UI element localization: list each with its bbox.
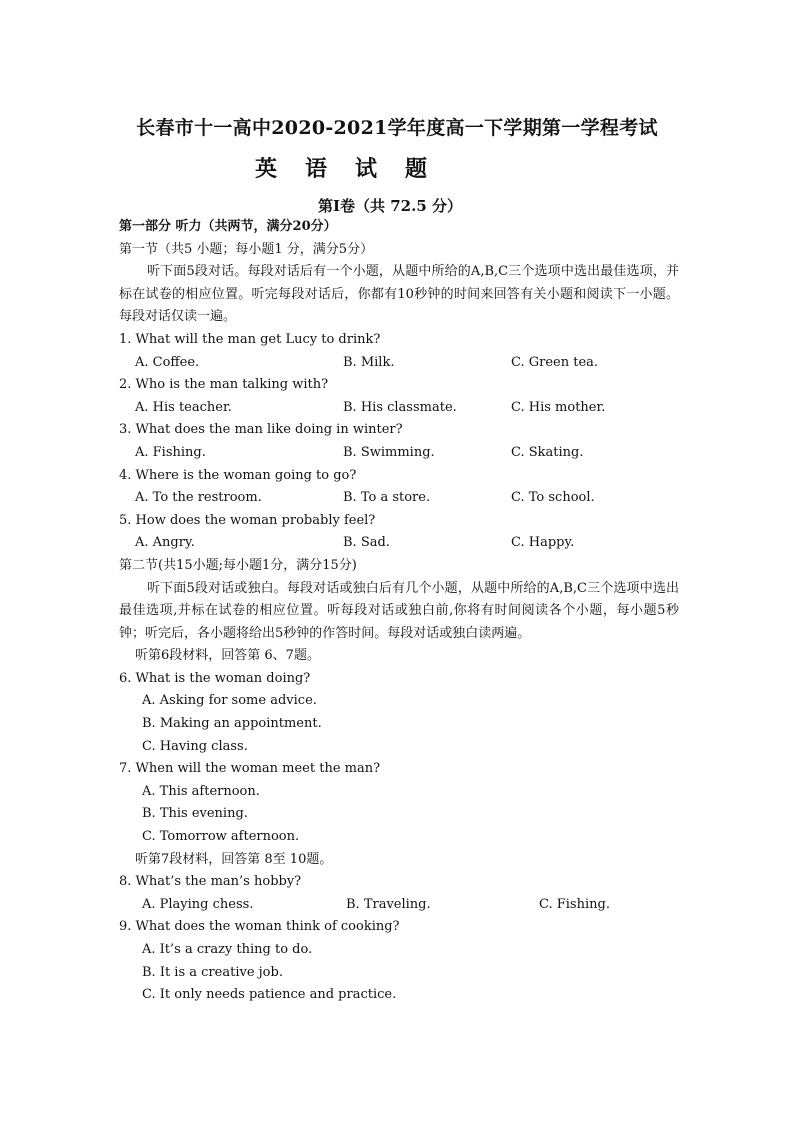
question-4-option-a[interactable]: A. To the restroom. — [135, 490, 262, 506]
question-7-option-b[interactable]: B. This evening. — [142, 806, 248, 822]
question-3-option-b[interactable]: B. Swimming. — [343, 444, 435, 460]
question-4-stem: 4. Where is the woman going to go? — [119, 467, 357, 483]
question-4-option-b[interactable]: B. To a store. — [343, 490, 431, 506]
question-1-option-a[interactable]: A. Coffee. — [135, 354, 200, 370]
question-7-option-c[interactable]: C. Tomorrow afternoon. — [142, 829, 300, 845]
question-6-option-a[interactable]: A. Asking for some advice. — [142, 693, 317, 709]
question-4-options — [119, 487, 679, 510]
question-3-stem: 3. What does the man like doing in winter? — [119, 422, 403, 438]
question-2-stem: 2. Who is the man talking with? — [119, 377, 329, 393]
question-2-option-b[interactable]: B. His classmate. — [343, 399, 457, 415]
question-8-stem: 8. What’s the man’s hobby? — [119, 874, 302, 890]
question-9-stem: 9. What does the woman think of cooking? — [119, 919, 400, 935]
question-6-stem: 6. What is the woman doing? — [119, 670, 311, 686]
question-2-option-a[interactable]: A. His teacher. — [135, 399, 232, 415]
section2-instructions: 听下面5段对话或独白。每段对话或独白后有几个小题，从题中所给的A,B,C三个选项中选出最佳选项,并标在试卷的相应位置。听每段对话或独白前,你将有时间阅读各个小题，每小题5秒钟；听完后，各小题将给出5秒钟的作答时间。每段对话或独白读两遍。 — [119, 580, 679, 641]
question-7-stem: 7. When will the woman meet the man? — [119, 761, 381, 777]
question-5-option-b[interactable]: B. Sad. — [343, 535, 390, 551]
question-6-option-c[interactable]: C. Having class. — [142, 738, 248, 754]
question-3-options — [119, 442, 679, 465]
question-2-options — [119, 397, 679, 420]
question-8-option-b[interactable]: B. Traveling. — [346, 896, 431, 912]
question-1-option-b[interactable]: B. Milk. — [343, 354, 395, 370]
question-5-option-c[interactable]: C. Happy. — [511, 535, 575, 551]
question-6-option-b[interactable]: B. Making an appointment. — [142, 716, 322, 732]
question-7-option-a[interactable]: A. This afternoon. — [142, 783, 260, 799]
exam-content — [119, 216, 679, 1007]
volume-heading: 第I卷（共 72.5 分） — [318, 197, 462, 215]
question-5-option-a[interactable]: A. Angry. — [135, 535, 195, 551]
question-1-option-c[interactable]: C. Green tea. — [511, 354, 599, 370]
material-6-heading: 听第6段材料，回答第 6、7题。 — [135, 648, 320, 664]
question-5-options — [119, 532, 679, 555]
question-8-option-a[interactable]: A. Playing chess. — [142, 896, 254, 912]
subject-title: 英语试题 — [254, 156, 455, 182]
question-9-option-b[interactable]: B. It is a creative job. — [142, 964, 283, 980]
question-1-stem: 1. What will the man get Lucy to drink? — [119, 331, 381, 347]
question-5-stem: 5. How does the woman probably feel? — [119, 512, 376, 528]
section2-heading: 第二节(共15小题;每小题1分，满分15分) — [119, 557, 357, 573]
question-9-option-c[interactable]: C. It only needs patience and practice. — [142, 987, 397, 1003]
question-3-option-a[interactable]: A. Fishing. — [135, 444, 206, 460]
part1-heading: 第一部分 听力（共两节，满分20分） — [119, 219, 337, 234]
question-1-options — [119, 352, 679, 375]
material-7-heading: 听第7段材料，回答第 8至 10题。 — [135, 851, 333, 867]
question-8-options — [119, 894, 679, 917]
section1-instructions: 听下面5段对话。每段对话后有一个小题，从题中所给的A,B,C三个选项中选出最佳选项，并标在试卷的相应位置。听完每段对话后，你都有10秒钟的时间来回答有关小题和阅读下一小题。每段对话仅读一遍。 — [119, 264, 679, 325]
question-2-option-c[interactable]: C. His mother. — [511, 399, 606, 415]
question-9-option-a[interactable]: A. It’s a crazy thing to do. — [142, 942, 313, 957]
exam-title: 长春市十一高中2020-2021学年度高一下学期第一学程考试 — [136, 117, 658, 139]
question-8-option-c[interactable]: C. Fishing. — [539, 896, 610, 912]
question-4-option-c[interactable]: C. To school. — [511, 490, 595, 506]
section1-heading: 第一节（共5 小题；每小题1 分，满分5分） — [119, 241, 374, 257]
question-3-option-c[interactable]: C. Skating. — [511, 444, 584, 460]
